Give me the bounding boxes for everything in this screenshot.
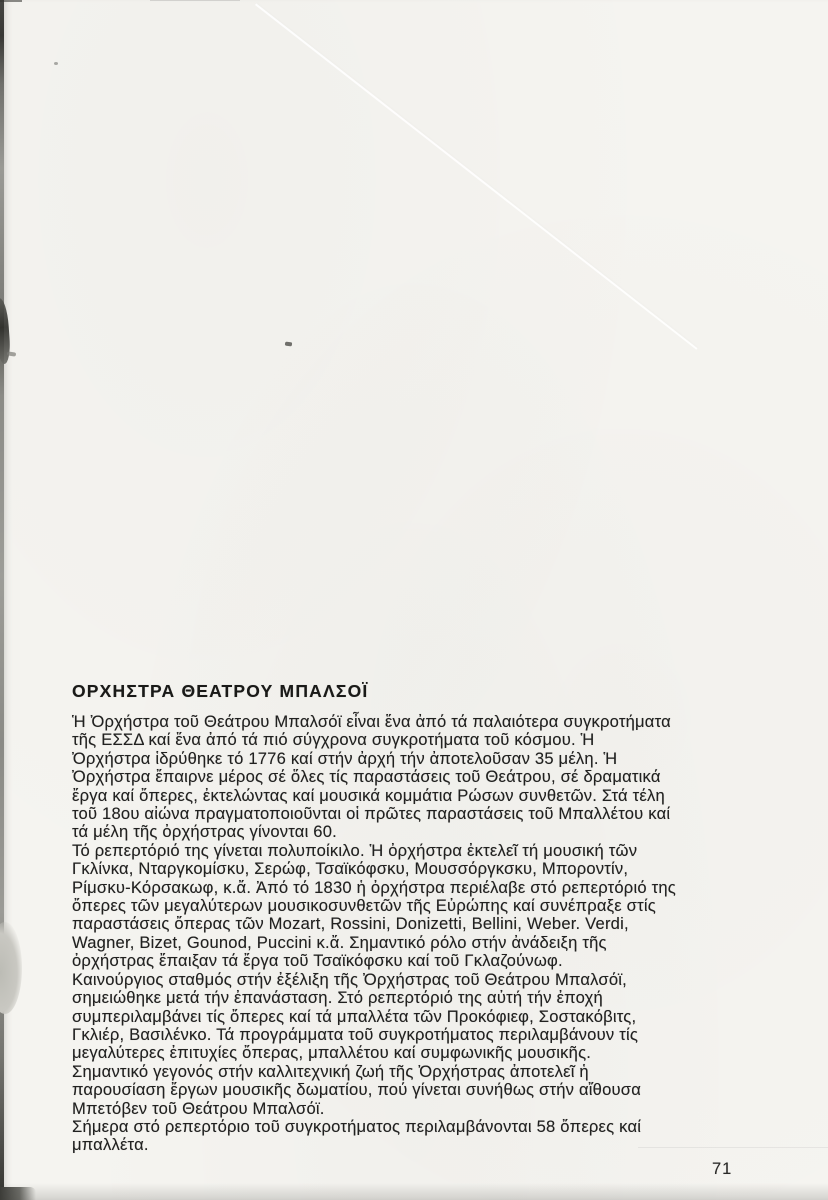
text-line: ὀρχήστρας ἔπαιξαν τά ἔργα τοῦ Τσαϊκόφσκυ καί τοῦ Γκλαζούνωφ.	[72, 951, 563, 971]
text-line: σημειώθηκε μετά τήν ἐπανάσταση. Στό ρεπερτόριό της αὐτή τήν ἐποχή	[72, 988, 603, 1008]
edge-scuff-artifact	[0, 922, 22, 1014]
text-line: παραστάσεις ὄπερας τῶν Mozart, Rossini, Donizetti, Bellini, Weber. Verdi,	[72, 914, 629, 934]
text-line: Μπετόβεν τοῦ Θεάτρου Μπαλσόϊ.	[72, 1098, 325, 1118]
text-line: Wagner, Bizet, Gounod, Puccini κ.ἄ. Σημαντικό ρόλο στήν ἀνάδειξη τῆς	[72, 932, 607, 952]
text-line: συμπεριλαμβάνει τίς ὄπερες καί τά μπαλλέτα τῶν Προκόφιεφ, Σοστακόβιτς,	[72, 1006, 637, 1026]
page-number: 71	[712, 1160, 733, 1178]
top-edge-mark-artifact	[0, 0, 22, 2]
text-line: Τό ρεπερτόριό της γίνεται πολυποίκιλο. Ἡ ὀρχήστρα ἐκτελεῖ τή μουσική τῶν	[72, 840, 638, 860]
text-line: Ἡ Ὀρχήστρα τοῦ Θεάτρου Μπαλσόϊ εἶναι ἕνα ἀπό τά παλαιότερα συγκροτήματα	[72, 712, 671, 731]
paper-crease-artifact	[255, 3, 698, 349]
text-line: Ὀρχήστρα ἔπαιρνε μέρος σέ ὅλες τίς παραστάσεις τοῦ Θεάτρου, σέ δραματικά	[72, 767, 661, 787]
binding-edge-artifact	[0, 0, 4, 1200]
text-line: Γκλίνκα, Νταργκομίσκυ, Σερώφ, Τσαϊκόφσκυ, Μουσσόργκσκυ, Μποροντίν,	[72, 859, 629, 879]
text-line: τῆς ΕΣΣΔ καί ἕνα ἀπό τά πιό σύγχρονα συγκροτήματα τοῦ κόσμου. Ἡ	[72, 730, 595, 750]
text-line: τοῦ 18ου αἰώνα πραγματοποιοῦνται οἱ πρῶτες παραστάσεις τοῦ Μπαλλέτου καί	[72, 804, 671, 824]
top-edge-mark-artifact	[150, 0, 240, 1]
text-line: ὄπερες τῶν μεγαλύτερων μουσικοσυνθετῶν τῆς Εὐρώπης καί συνέπραξε στίς	[72, 896, 656, 916]
ink-speck-artifact	[285, 342, 292, 347]
text-line: παρουσίαση ἔργων μουσικῆς δωματίου, πού γίνεται συνήθως στήν αἴθουσα	[72, 1080, 642, 1100]
ink-speck-artifact	[54, 62, 58, 65]
page-bottom-shadow	[0, 1183, 828, 1200]
text-line: τά μέλη τῆς ὀρχήστρας γίνονται 60.	[72, 822, 337, 842]
text-line: ἔργα καί ὄπερες, ἐκτελώντας καί μουσικά κομμάτια Ρώσων συνθετῶν. Στά τέλη	[72, 785, 665, 805]
body-text-block	[72, 713, 676, 1155]
text-line: Σήμερα στό ρεπερτόριο τοῦ συγκροτήματος περιλαμβάνονται 58 ὄπερες καί	[72, 1116, 642, 1136]
text-line: μπαλλέτα.	[72, 1135, 149, 1155]
text-line: μεγαλύτερες ἐπιτυχίες ὄπερας, μπαλλέτου καί συμφωνικῆς μουσικῆς.	[72, 1043, 592, 1063]
text-line: Ρίμσκυ-Κόρσακωφ, κ.ἄ. Ἀπό τό 1830 ἡ ὀρχήστρα περιέλαβε στό ρεπερτόριό της	[72, 877, 676, 897]
text-line: Σημαντικό γεγονός στήν καλλιτεχνική ζωή τῆς Ὀρχήστρας ἀποτελεῖ ἡ	[72, 1061, 589, 1081]
text-line: Γκλιέρ, Βασιλένκο. Τά προγράμματα τοῦ συγκροτήματος περιλαμβάνουν τίς	[72, 1024, 639, 1044]
page-title: ΟΡΧΗΣΤΡΑ ΘΕΑΤΡΟΥ ΜΠΑΛΣΟΪ	[72, 681, 369, 701]
text-line: Ὀρχήστρα ἱδρύθηκε τό 1776 καί στήν ἀρχή τήν ἀποτελοῦσαν 35 μέλη. Ἡ	[72, 748, 618, 768]
text-line: Καινούργιος σταθμός στήν ἐξέλιξη τῆς Ὀρχήστρας τοῦ Θεάτρου Μπαλσόϊ,	[72, 969, 627, 989]
